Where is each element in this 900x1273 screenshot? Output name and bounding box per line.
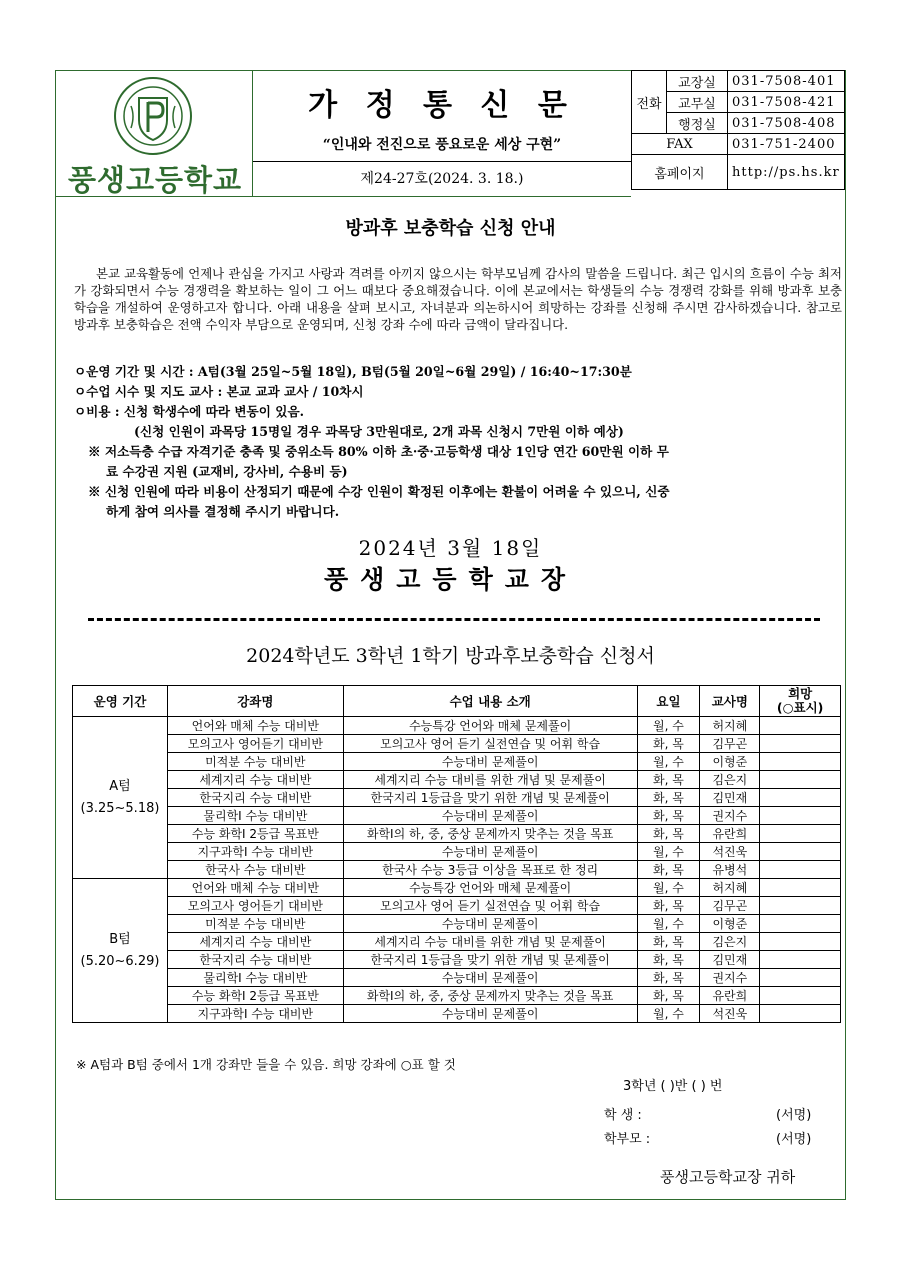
table-row — [73, 1005, 841, 1023]
course-name-cell: 모의고사 영어듣기 대비반 — [167, 897, 343, 915]
weekday-cell: 월, 수 — [637, 915, 700, 933]
school-motto: “인내와 전진으로 풍요로운 세상 구현” — [322, 137, 562, 153]
preference-mark-cell[interactable] — [760, 807, 841, 825]
column-header: 교사명 — [700, 686, 760, 717]
fax-number: 031-751-2400 — [728, 134, 845, 155]
course-description-cell: 한국사 수능 3등급 이상을 목표로 한 정리 — [343, 861, 637, 879]
cost-item: ㅇ비용 : 신청 학생수에 따라 변동이 있음. — [74, 404, 304, 419]
weekday-cell: 화, 목 — [637, 933, 700, 951]
addressee: 풍생고등학교장 귀하 — [660, 1168, 796, 1186]
student-signature-field[interactable]: (서명) — [776, 1108, 812, 1123]
course-description-cell: 수능대비 문제풀이 — [343, 753, 637, 771]
course-description-cell: 수능대비 문제풀이 — [343, 843, 637, 861]
hours-item: ㅇ수업 시수 및 지도 교사 : 본교 교과 교사 / 10차시 — [74, 384, 364, 399]
weekday-cell: 화, 목 — [637, 771, 700, 789]
weekday-cell: 월, 수 — [637, 1005, 700, 1023]
refund-note-cont: 하게 참여 의사를 결정해 주시기 바랍니다. — [106, 504, 340, 519]
contact-number: 031-7508-421 — [728, 92, 845, 113]
refund-note: ※ 신청 인원에 따라 비용이 산정되기 때문에 수강 인원이 확정된 이후에는 환불이 어려울 수 있으니, 신중 — [88, 484, 670, 499]
preference-mark-cell[interactable] — [760, 771, 841, 789]
table-row — [73, 987, 841, 1005]
newsletter-title-block — [253, 70, 631, 162]
course-name-cell: 지구과학Ⅰ 수능 대비반 — [167, 1005, 343, 1023]
preference-mark-cell[interactable] — [760, 825, 841, 843]
logo-block — [55, 70, 253, 197]
course-name-cell: 한국지리 수능 대비반 — [167, 951, 343, 969]
teacher-cell: 유란희 — [700, 987, 760, 1005]
table-row — [73, 753, 841, 771]
term-name: A텀 — [109, 778, 131, 794]
contact-table — [631, 70, 845, 190]
contact-number: 031-7508-401 — [728, 71, 845, 92]
notice-title: 방과후 보충학습 신청 안내 — [345, 218, 556, 239]
teacher-cell: 김무곤 — [700, 897, 760, 915]
course-description-cell: 수능특강 언어와 매체 문제풀이 — [343, 879, 637, 897]
preference-mark-cell[interactable] — [760, 933, 841, 951]
preference-mark-cell[interactable] — [760, 843, 841, 861]
course-name-cell: 언어와 매체 수능 대비반 — [167, 717, 343, 735]
preference-mark-cell[interactable] — [760, 1005, 841, 1023]
student-label: 학 생 : — [604, 1108, 642, 1123]
application-table — [72, 685, 841, 1023]
preference-mark-cell[interactable] — [760, 915, 841, 933]
term-period: (5.20~6.29) — [80, 953, 160, 969]
table-row — [73, 933, 841, 951]
course-description-cell: 한국지리 1등급을 맞기 위한 개념 및 문제풀이 — [343, 951, 637, 969]
course-name-cell: 물리학Ⅰ 수능 대비반 — [167, 807, 343, 825]
course-name-cell: 세계지리 수능 대비반 — [167, 933, 343, 951]
teacher-cell: 김은지 — [700, 933, 760, 951]
form-title: 2024학년도 3학년 1학기 방과후보충학습 신청서 — [246, 645, 655, 667]
contact-label: 교장실 — [667, 71, 728, 92]
issue-number: 제24-27호(2024. 3. 18.) — [253, 162, 631, 197]
table-row — [73, 843, 841, 861]
newsletter-title: 가 정 통 신 문 — [308, 88, 576, 123]
phone-label: 전화 — [632, 71, 667, 134]
preference-mark-cell[interactable] — [760, 987, 841, 1005]
course-name-cell: 한국지리 수능 대비반 — [167, 789, 343, 807]
contact-label: 행정실 — [667, 113, 728, 134]
weekday-cell: 월, 수 — [637, 753, 700, 771]
weekday-cell: 월, 수 — [637, 717, 700, 735]
table-row — [73, 897, 841, 915]
term-period: (3.25~5.18) — [80, 800, 160, 816]
support-note: ※ 저소득층 수급 자격기준 충족 및 중위소득 80% 이하 초·중·고등학생 대상 1인당 연간 60만원 이하 무 — [88, 444, 669, 459]
course-name-cell: 수능 화학Ⅰ 2등급 목표반 — [167, 825, 343, 843]
course-name-cell: 한국사 수능 대비반 — [167, 861, 343, 879]
form-footnote: ※ A텀과 B텀 중에서 1개 강좌만 들을 수 있음. 희망 강좌에 ○표 할 것 — [76, 1057, 456, 1072]
course-description-cell: 세계지리 수능 대비를 위한 개념 및 문제풀이 — [343, 771, 637, 789]
cost-detail: (신청 인원이 과목당 15명일 경우 과목당 3만원대로, 2개 과목 신청시 7만원 이하 예상) — [134, 424, 624, 439]
preference-mark-cell[interactable] — [760, 897, 841, 915]
course-description-cell: 모의고사 영어 듣기 실전연습 및 어휘 학습 — [343, 897, 637, 915]
weekday-cell: 월, 수 — [637, 879, 700, 897]
course-description-cell: 수능대비 문제풀이 — [343, 807, 637, 825]
column-header: 수업 내용 소개 — [343, 686, 637, 717]
course-description-cell: 화학Ⅰ의 하, 중, 중상 문제까지 맞추는 것을 목표 — [343, 825, 637, 843]
table-row — [73, 879, 841, 897]
table-row — [73, 915, 841, 933]
term-cell — [73, 879, 168, 1023]
grade-class-number-line[interactable]: 3학년 ( )반 ( ) 번 — [623, 1079, 723, 1094]
course-description-cell: 화학Ⅰ의 하, 중, 중상 문제까지 맞추는 것을 목표 — [343, 987, 637, 1005]
preference-mark-cell[interactable] — [760, 879, 841, 897]
preference-mark-cell[interactable] — [760, 717, 841, 735]
parent-signature-field[interactable]: (서명) — [776, 1132, 812, 1147]
preference-mark-cell[interactable] — [760, 969, 841, 987]
school-name-logo: 풍생고등학교 — [67, 163, 243, 197]
weekday-cell: 화, 목 — [637, 987, 700, 1005]
preference-mark-cell[interactable] — [760, 861, 841, 879]
course-description-cell: 세계지리 수능 대비를 위한 개념 및 문제풀이 — [343, 933, 637, 951]
preference-mark-cell[interactable] — [760, 753, 841, 771]
table-row — [73, 807, 841, 825]
weekday-cell: 화, 목 — [637, 735, 700, 753]
table-row — [73, 951, 841, 969]
cut-line — [88, 618, 820, 621]
teacher-cell: 김민재 — [700, 789, 760, 807]
table-header-row — [73, 686, 841, 717]
course-description-cell: 수능대비 문제풀이 — [343, 1005, 637, 1023]
column-header: 요일 — [637, 686, 700, 717]
teacher-cell: 유병석 — [700, 861, 760, 879]
weekday-cell: 화, 목 — [637, 897, 700, 915]
preference-mark-cell[interactable] — [760, 951, 841, 969]
teacher-cell: 유란희 — [700, 825, 760, 843]
course-name-cell: 지구과학Ⅰ 수능 대비반 — [167, 843, 343, 861]
column-header: 운영 기간 — [73, 686, 168, 717]
weekday-cell: 화, 목 — [637, 825, 700, 843]
course-description-cell: 수능대비 문제풀이 — [343, 969, 637, 987]
fax-label: FAX — [632, 134, 728, 155]
letterhead — [55, 70, 846, 200]
course-name-cell: 물리학Ⅰ 수능 대비반 — [167, 969, 343, 987]
teacher-cell: 허지혜 — [700, 717, 760, 735]
teacher-cell: 권지수 — [700, 807, 760, 825]
teacher-cell: 석진욱 — [700, 1005, 760, 1023]
notice-items — [74, 362, 844, 522]
weekday-cell: 화, 목 — [637, 807, 700, 825]
course-description-cell: 수능대비 문제풀이 — [343, 915, 637, 933]
course-description-cell: 모의고사 영어 듣기 실전연습 및 어휘 학습 — [343, 735, 637, 753]
term-cell — [73, 717, 168, 879]
table-row — [73, 969, 841, 987]
teacher-cell: 석진욱 — [700, 843, 760, 861]
contact-label: 교무실 — [667, 92, 728, 113]
notice-date: 2024년 3월 18일 — [358, 536, 543, 560]
table-row — [73, 717, 841, 735]
principal-signature: 풍생고등학교장 — [323, 565, 578, 594]
table-row — [73, 861, 841, 879]
weekday-cell: 화, 목 — [637, 969, 700, 987]
course-description-cell: 한국지리 1등급을 맞기 위한 개념 및 문제풀이 — [343, 789, 637, 807]
teacher-cell: 이형준 — [700, 753, 760, 771]
teacher-cell: 김민재 — [700, 951, 760, 969]
notice-paragraph: 본교 교육활동에 언제나 관심을 가지고 사랑과 격려를 아끼지 않으시는 학부모님께 감사의 말씀을 드립니다. 최근 입시의 흐름이 수능 최저가 강화되면서 수능 경쟁력을 확보하는 일이 그 어느 때보다 중요해졌습니다. 이에 본교에서는 학생들의 수능 경쟁력 강화를 위해 방과후 보충학습을 개설하여 운영하고자 합니다. 아래 내용을 살펴 보시고, 자녀분과 의논하시어 희망하는 강좌를 신청해 주시면 감사하겠습니다. 참고로 방과후 보충학습은 전액 수익자 부담으로 운영되며, 신청 강좌 수에 따라 금액이 달라집니다. — [74, 266, 842, 332]
teacher-cell: 김무곤 — [700, 735, 760, 753]
contact-number: 031-7508-408 — [728, 113, 845, 134]
course-name-cell: 수능 화학Ⅰ 2등급 목표반 — [167, 987, 343, 1005]
table-row — [73, 825, 841, 843]
school-emblem-icon — [113, 76, 193, 156]
weekday-cell: 화, 목 — [637, 861, 700, 879]
support-note-cont: 료 수강권 지원 (교재비, 강사비, 수용비 등) — [106, 464, 348, 479]
teacher-cell: 권지수 — [700, 969, 760, 987]
preference-mark-cell[interactable] — [760, 735, 841, 753]
weekday-cell: 화, 목 — [637, 789, 700, 807]
teacher-cell: 김은지 — [700, 771, 760, 789]
parent-label: 학부모 : — [604, 1132, 651, 1147]
table-row — [73, 735, 841, 753]
term-name: B텀 — [109, 931, 131, 947]
column-header: 강좌명 — [167, 686, 343, 717]
table-row — [73, 771, 841, 789]
teacher-cell: 허지혜 — [700, 879, 760, 897]
homepage-label: 홈페이지 — [632, 155, 728, 190]
weekday-cell: 월, 수 — [637, 843, 700, 861]
homepage-url[interactable]: http://ps.hs.kr — [728, 155, 845, 190]
course-name-cell: 세계지리 수능 대비반 — [167, 771, 343, 789]
course-description-cell: 수능특강 언어와 매체 문제풀이 — [343, 717, 637, 735]
column-header: 희망 (○표시) — [760, 686, 841, 717]
table-row — [73, 789, 841, 807]
course-name-cell: 미적분 수능 대비반 — [167, 753, 343, 771]
course-name-cell: 언어와 매체 수능 대비반 — [167, 879, 343, 897]
course-name-cell: 모의고사 영어듣기 대비반 — [167, 735, 343, 753]
teacher-cell: 이형준 — [700, 915, 760, 933]
schedule-item: ㅇ운영 기간 및 시간 : A텀(3월 25일~5월 18일), B텀(5월 20일~6월 29일) / 16:40~17:30분 — [74, 364, 632, 379]
course-name-cell: 미적분 수능 대비반 — [167, 915, 343, 933]
weekday-cell: 화, 목 — [637, 951, 700, 969]
preference-mark-cell[interactable] — [760, 789, 841, 807]
